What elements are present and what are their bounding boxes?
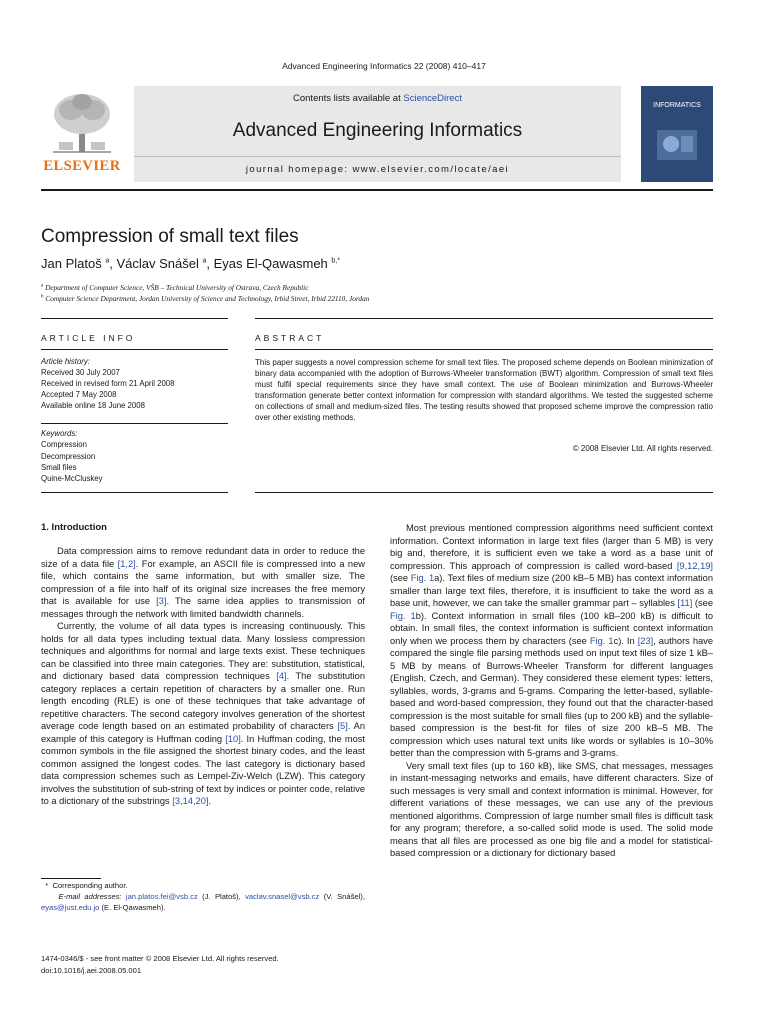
journal-masthead [41, 86, 713, 182]
citation-link[interactable]: [11] [677, 598, 693, 608]
affiliation-b [41, 294, 369, 303]
journal-reference: Advanced Engineering Informatics 22 (2008) 410–417 [282, 61, 486, 71]
affiliation-a [41, 283, 308, 292]
divider [41, 349, 228, 350]
keyword: Quine-McCluskey [41, 474, 103, 484]
affiliation-letter: a [41, 283, 44, 289]
author-affiliation-mark: a [202, 257, 207, 265]
divider [41, 492, 228, 493]
elsevier-tree-icon [49, 90, 115, 156]
journal-cover-thumbnail[interactable] [641, 86, 713, 182]
abstract-heading: ABSTRACT [255, 333, 325, 343]
section-heading: 1. Introduction [41, 522, 107, 533]
cover-artwork-icon [655, 124, 699, 164]
body-column-right [390, 522, 713, 860]
article-history [41, 356, 228, 411]
history-item: Received in revised form 21 April 2008 [41, 379, 175, 388]
email-link[interactable]: eyas@just.edu.jo [41, 903, 100, 912]
article-info-heading: ARTICLE INFO [41, 333, 136, 343]
front-matter-info [41, 953, 279, 976]
email-link[interactable]: vaclav.snasel@vsb.cz [245, 892, 320, 901]
keyword: Small files [41, 462, 77, 472]
history-item: Accepted 7 May 2008 [41, 390, 117, 399]
paper-title: Compression of small text files [41, 226, 299, 247]
history-item: Received 30 July 2007 [41, 368, 120, 377]
divider [41, 423, 228, 424]
journal-homepage-link[interactable]: journal homepage: www.elsevier.com/locate/aei [245, 164, 510, 175]
author-affiliation-mark: b,* [331, 257, 340, 265]
divider [255, 492, 713, 493]
corresponding-note [41, 880, 365, 891]
journal-header-box [134, 86, 621, 182]
email-owner: (E. El-Qawasmeh). [101, 903, 166, 912]
masthead-rule [41, 189, 713, 191]
citation-link[interactable]: [3] [156, 596, 167, 606]
header-divider [134, 156, 621, 157]
affiliation-text: Computer Science Department, Jordan University of Science and Technology, Irbid Street, Irbid 22110, Jordan [45, 294, 370, 303]
keywords-label: Keywords: [41, 429, 78, 438]
citation-link[interactable]: [10] [225, 733, 241, 744]
citation-link[interactable]: [23] [637, 635, 654, 646]
footnote-marker: * [45, 881, 49, 890]
abstract-copyright: © 2008 Elsevier Ltd. All rights reserved. [572, 444, 713, 453]
paragraph: Currently, the volume of all data types is increasing continuously. This holds for all data types including textual data. Many lossless compression techniques and algorithms for normal and large texts exist. These techniques can be classified into three main categories. They are: substitution, statistical, and dictionary based data compression techniques [4]. The substitution category replaces a certain repetition of characters by a smaller one. Run length encoding (RLE) is one of these techniques that take advantage of repetitive characters. The second category involves generation of the shortest average code length based on an estimated probability of characters [5]. An example of this category is Huffman coding [10]. In Huffman coding, the most common symbols in the file assigned the shortest binary codes, and the least common assigned the longest codes. The last category is dictionary based data compression schemes such as Lempel-Ziv-Welch (LZW). This category involves the substitution of sub-string of text by indices or pointer code, relative to a dictionary of the substrings [3,14,20]. [41, 621, 366, 806]
keyword: Decompression [41, 451, 96, 461]
keyword: Compression [41, 440, 87, 450]
author-name[interactable]: Jan Platoš [41, 256, 102, 271]
divider [255, 318, 713, 319]
citation-link[interactable]: [4] [276, 671, 287, 681]
doi-line[interactable]: doi:10.1016/j.aei.2008.05.001 [41, 965, 142, 975]
divider [255, 349, 713, 350]
history-label: Article history: [41, 357, 90, 366]
paragraph: Very small text files (up to 160 kB), like SMS, chat messages, messages in instant-messaging networks and emails, have different characters. Size of such messages is very small and context information is minimal. However, for different variations of these messages, we can use any of the previous mentioned algorithms. Compression of large number small files is difficult task for any program; therefore, a so-called solid mode is used. The solid mode means that all files are processed as one big file and a model for statistical-based compression or a dictionary for dictionary based [390, 760, 713, 858]
body-column-left [41, 545, 365, 808]
citation-link[interactable]: Fig. 1 [589, 635, 614, 646]
corresponding-label: Corresponding author. [52, 881, 128, 890]
citation-link[interactable]: Fig. 1 [410, 573, 435, 583]
author-affiliation-mark: a [105, 257, 110, 265]
paragraph: Most previous mentioned compression algorithms need sufficient context information. Context information in large text files (larger than 5 MB) is very big and, therefore, it is sufficient even we take a word as a base unit of compression. This approach of compression is called word-based [9,12,19] (see Fig. 1a). Text files of medium size (200 kB–5 MB) has context information smaller than large text files, therefore, it is insufficient to take the word as a base unit, however, we can take the smaller grammar part – syllables [11] (see Fig. 1b). Context information in small files (100 kB–200 kB) is difficult to obtain. In small files, the context information is sufficient context information only when we process them by characters (see Fig. 1c). In [23], authors have compared the single file parsing methods used on input text files of size 1 kB–5 MB by means of Burrows-Wheeler Transform for different languages (English, Czech, and German). They considered these element types: letters, syllables, words, 3-grams and 5-grams. Comparing the letter-based, syllable-based and word-based compression, they found out that the character-based compression is the most suitable for small files (up to 200 kB) and the syllable-based compression is the best-fit for files of size 200 kB–5 MB. The compression which uses natural text units like words or syllables is 10–30% better than the compression with 5-grams and 3-grams. [390, 523, 713, 758]
citation-link[interactable]: [9,12,19] [676, 560, 713, 571]
email-label: E-mail addresses: [58, 892, 122, 901]
email-line: E-mail addresses: jan.platos.fei@vsb.cz (J. Platoš), vaclav.snasel@vsb.cz (V. Snášel), eyas@just.edu.jo (E. El-Qawasmeh). [41, 892, 365, 912]
divider [41, 318, 228, 319]
email-owner: (J. Platoš) [202, 892, 239, 901]
paragraph: Data compression aims to remove redundant data in order to reduce the size of a data file [1,2]. For example, an ASCII file is compressed into a new file, which contains the same information, but with smaller size. The compression of a file into half of its original size increases the free memory that is available for use [3]. The same idea applies to transmission of messages through the network with limited bandwidth channels. [41, 546, 365, 619]
elsevier-logo[interactable] [41, 86, 123, 182]
footnote-rule [41, 878, 101, 879]
elsevier-wordmark: ELSEVIER [43, 158, 121, 174]
history-item: Available online 18 June 2008 [41, 401, 145, 410]
email-link[interactable]: jan.platos.fei@vsb.cz [125, 892, 198, 901]
cover-title: INFORMATICS [653, 102, 701, 109]
affiliation-text: Department of Computer Science, VŠB – Technical University of Ostrava, Czech Republic [45, 283, 309, 292]
journal-title: Advanced Engineering Informatics [232, 120, 523, 141]
issn-line: 1474-0346/$ - see front matter © 2008 Elsevier Ltd. All rights reserved. [41, 954, 279, 963]
author-list: Jan Platoš $^a$, Václav Snášel $^a$, Eyas El-Qawasmeh $^{b,*}$ [41, 256, 340, 271]
citation-link[interactable]: Fig. 1 [390, 610, 416, 621]
contents-prefix: Contents lists available at [293, 93, 404, 104]
keywords-block [41, 428, 228, 484]
affiliation-letter: b [41, 294, 44, 300]
footnote [41, 880, 365, 913]
sciencedirect-link[interactable]: ScienceDirect [403, 93, 462, 104]
contents-line [134, 93, 621, 104]
abstract-text: This paper suggests a novel compression scheme for small text files. The proposed scheme depends on Boolean minimization of binary data accompanied with the adoption of Burrows-Wheeler transformation (BWT) algorithm. Compression of small text files must fulfil special requirements since they have small context. The use of Boolean minimization and Burrows-Wheeler transformation generate better context information for compression with standard algorithms. We tested the suggested scheme on collections of small and medium-sized files. The testing results showed that proposed scheme improve the compression ratio over other existing methods. [255, 358, 713, 423]
author-name[interactable]: Václav Snášel [116, 256, 199, 271]
citation-link[interactable]: [1,2] [117, 558, 136, 569]
author-name[interactable]: Eyas El-Qawasmeh [213, 256, 328, 271]
citation-link[interactable]: [5] [337, 721, 348, 731]
citation-link[interactable]: [3,14,20] [172, 796, 209, 806]
email-owner: (V. Snášel) [323, 892, 363, 901]
